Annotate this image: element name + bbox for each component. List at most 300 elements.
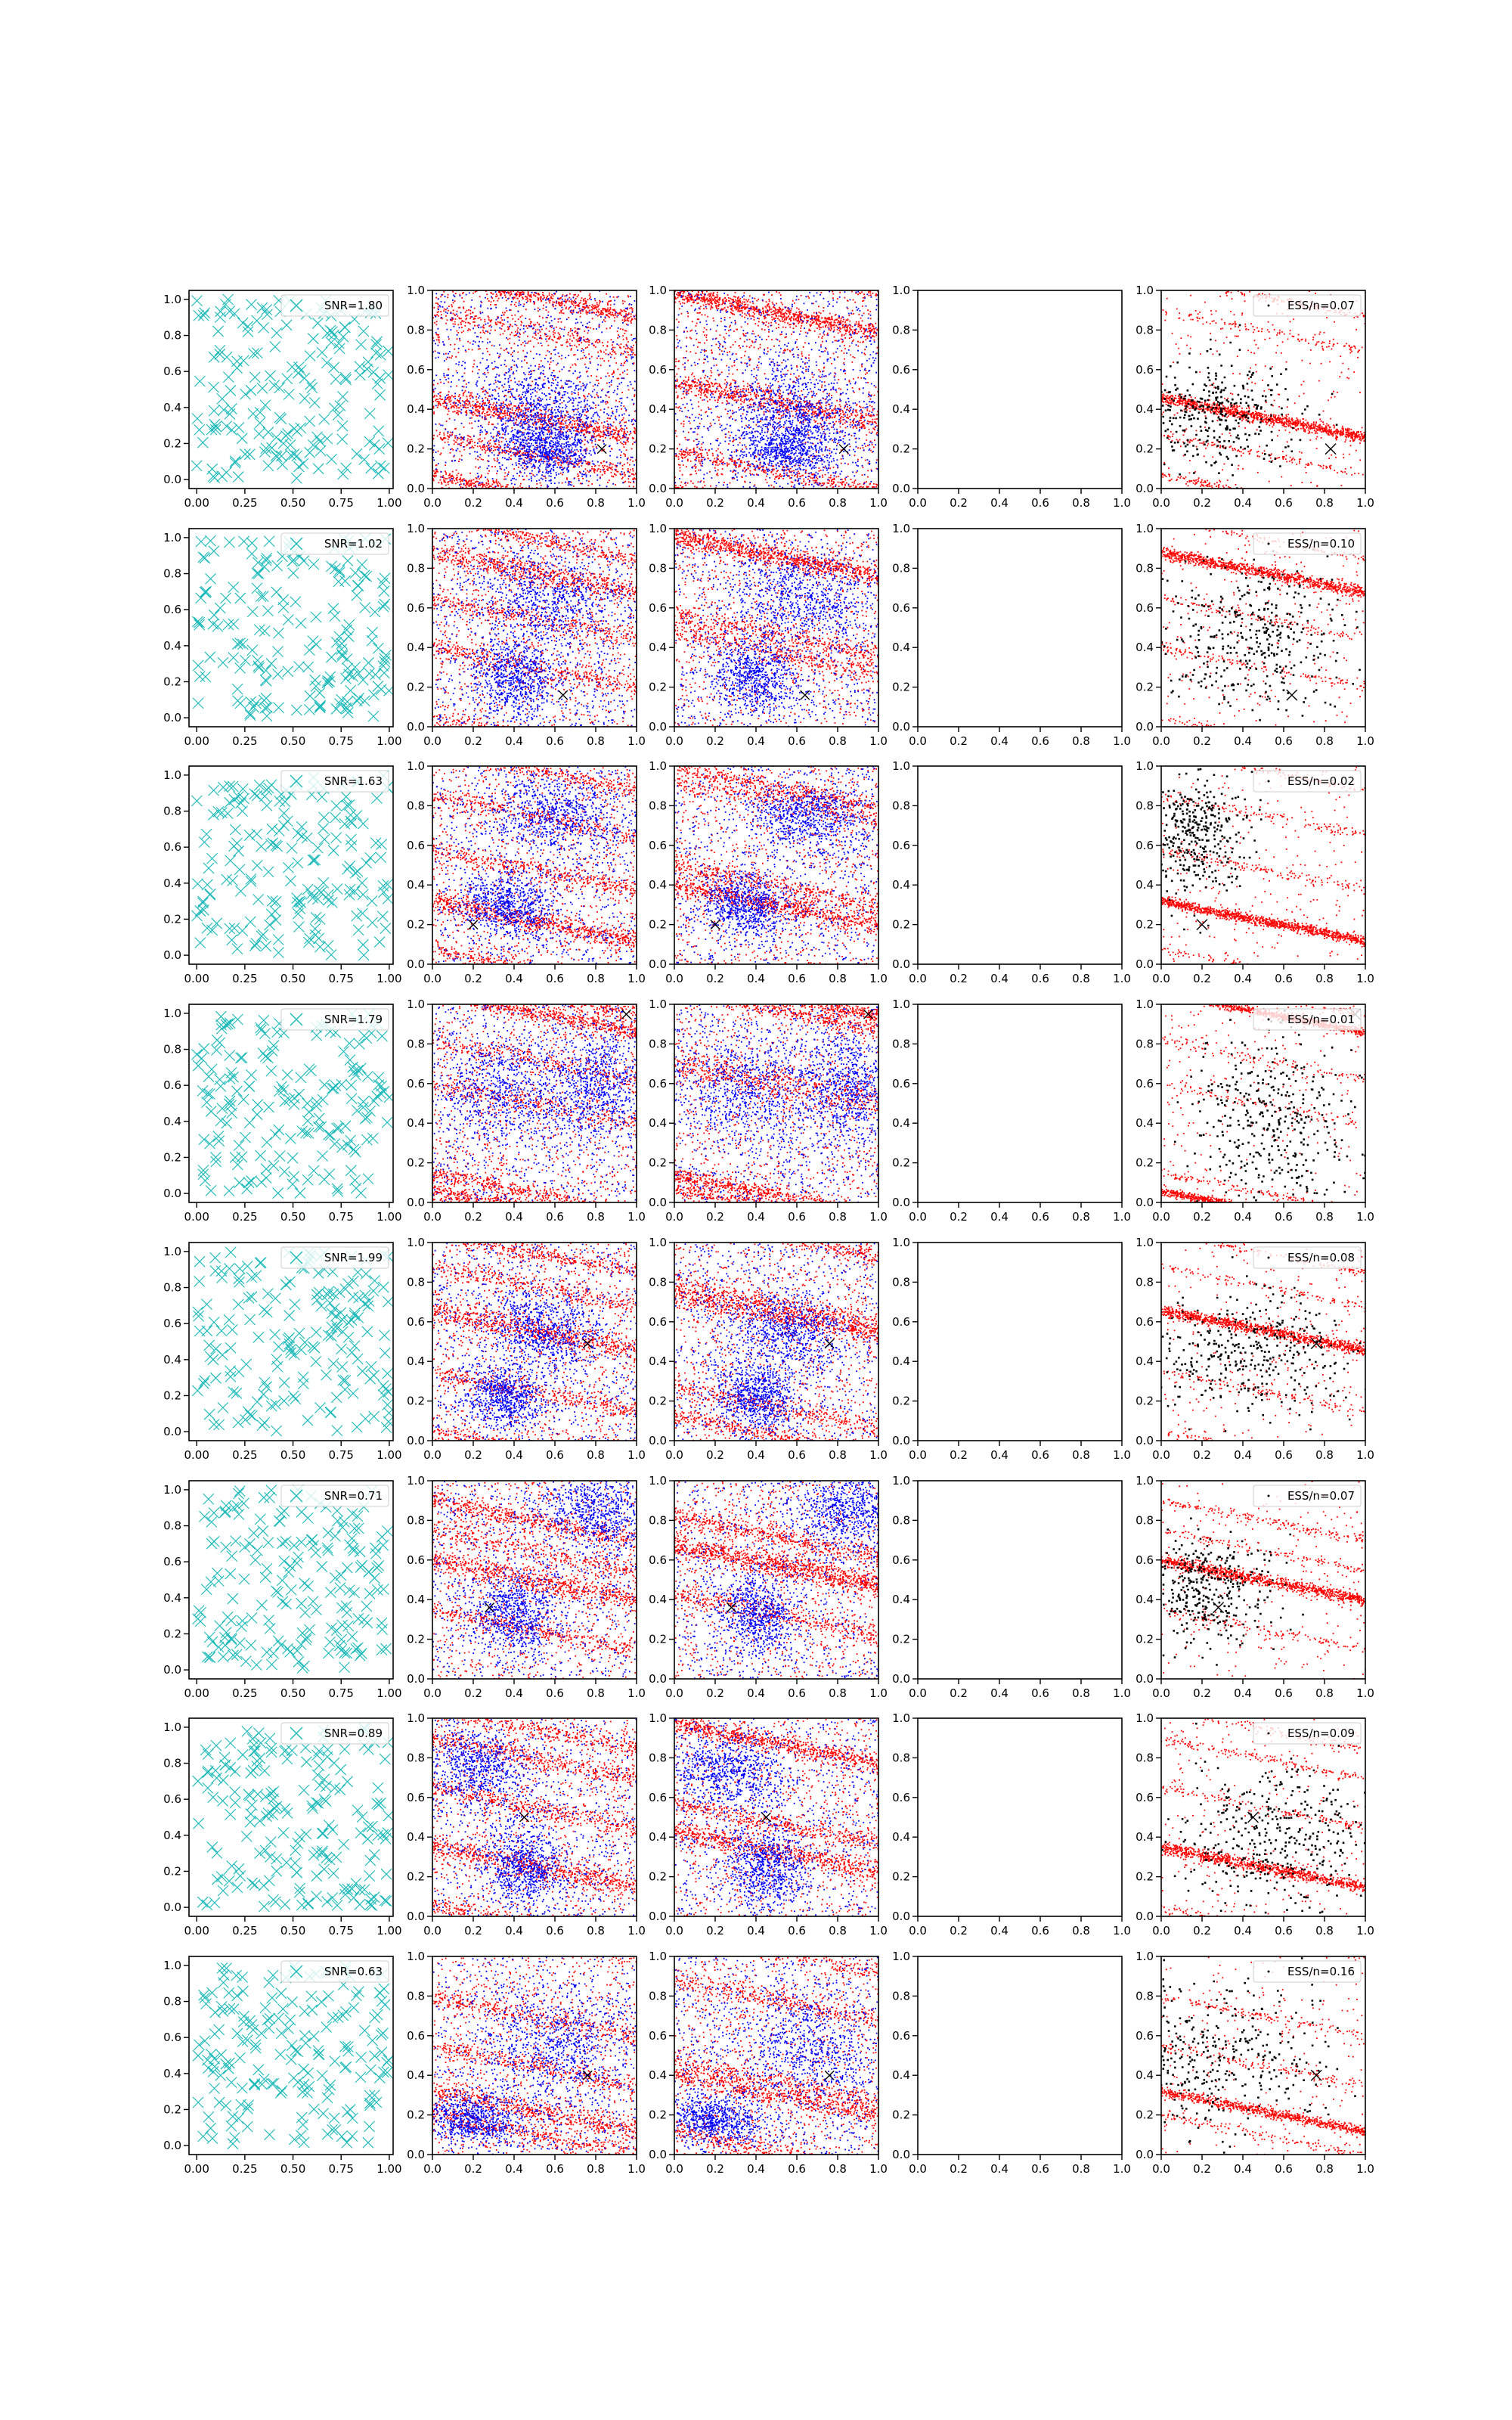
x-tick-label: 1.0	[1356, 1448, 1374, 1462]
data-point-x	[258, 591, 268, 602]
data-point-x	[334, 1287, 345, 1298]
y-tick-label: 0.4	[407, 1116, 425, 1131]
data-point-x	[232, 838, 243, 849]
y-tick-label: 0.0	[407, 482, 425, 495]
red-points	[1157, 1243, 1373, 1442]
data-point-x	[342, 864, 352, 874]
data-point-x	[379, 1086, 389, 1097]
x-tick-label: 0.6	[1031, 972, 1049, 985]
x-tick-label: 1.0	[1113, 1210, 1131, 1224]
blue-points	[628, 1956, 928, 2158]
plot-area	[429, 529, 667, 747]
data-point-x	[350, 568, 361, 579]
data-point-x	[236, 2099, 246, 2110]
data-point-x	[234, 864, 245, 875]
data-point-x	[194, 672, 205, 682]
true-parameter-marker	[801, 690, 810, 700]
data-point-x	[246, 548, 257, 559]
data-point-x	[340, 372, 351, 383]
data-point-x	[227, 425, 237, 436]
data-point-x	[203, 863, 214, 873]
data-point-x	[311, 1871, 322, 1882]
data-point-x	[194, 1256, 205, 1267]
data-point-x	[287, 843, 297, 854]
x-tick-label: 0.2	[950, 1448, 968, 1462]
y-tick-label: 0.0	[649, 720, 667, 734]
data-point-x	[208, 619, 218, 629]
red-points	[1157, 290, 1373, 490]
data-point-x	[367, 896, 377, 907]
data-point-x	[319, 414, 330, 424]
data-point-x	[252, 1397, 262, 1407]
data-point-x	[372, 2009, 383, 2020]
x-tick-label: 0.8	[829, 2162, 847, 2176]
y-tick-label: 1.0	[407, 1950, 425, 1963]
plot-area	[1076, 290, 1373, 502]
data-point-x	[276, 1081, 287, 1092]
y-tick-label: 0.8	[892, 1989, 910, 2003]
true-parameter-marker	[597, 445, 606, 454]
data-point-x	[278, 1084, 289, 1095]
data-point-x	[367, 2035, 378, 2046]
x-tick-label: 0.4	[1234, 1448, 1252, 1462]
y-tick-label: 0.0	[407, 1434, 425, 1447]
data-point-x	[230, 456, 240, 467]
subplot-r8-c5	[1043, 1923, 1374, 2176]
data-point-x	[245, 710, 256, 721]
data-point-x	[222, 874, 232, 885]
data-point-x	[218, 1652, 228, 1662]
data-point-x	[227, 935, 237, 945]
y-tick-label: 0.0	[163, 1663, 181, 1677]
data-point-x	[255, 417, 265, 428]
data-point-x	[235, 886, 246, 896]
data-point-x	[240, 449, 250, 460]
data-point-x	[192, 616, 203, 627]
red-points	[671, 1481, 886, 1680]
data-point-x	[310, 855, 321, 865]
legend	[281, 533, 389, 554]
data-point-x	[228, 619, 239, 629]
plot-area	[426, 759, 646, 966]
data-point-x	[249, 2080, 260, 2090]
data-point-x	[326, 652, 336, 662]
x-tick-label: 0.2	[706, 1210, 724, 1224]
y-tick-label: 0.8	[407, 1275, 425, 1289]
data-point-x	[207, 1987, 218, 1998]
y-tick-label: 0.2	[1136, 2108, 1154, 2122]
y-tick-label: 0.2	[407, 1869, 425, 1884]
true-parameter-marker	[469, 920, 478, 929]
data-point-x	[376, 1031, 387, 1041]
x-tick-label: 0.4	[990, 2162, 1009, 2176]
x-tick-label: 0.6	[1031, 496, 1049, 510]
data-point-x	[311, 1327, 321, 1338]
y-tick-label: 0.6	[892, 1076, 910, 1091]
x-tick-label: 0.6	[1275, 496, 1293, 510]
y-tick-label: 0.4	[1136, 1354, 1154, 1369]
data-point-x	[308, 1165, 319, 1176]
data-point-x	[209, 1317, 219, 1328]
y-tick-label: 0.0	[163, 473, 181, 487]
plot-area	[365, 1712, 644, 1924]
legend	[1253, 1009, 1361, 1030]
y-tick-label: 0.2	[892, 1869, 910, 1884]
data-point-x	[295, 1188, 305, 1199]
y-tick-label: 0.6	[1136, 2028, 1154, 2043]
x-tick-label: 0.50	[280, 1210, 306, 1224]
data-point-x	[243, 1789, 254, 1800]
data-point-x	[318, 2108, 329, 2119]
y-tick-label: 0.2	[892, 1156, 910, 1170]
data-point-x	[357, 878, 367, 889]
data-point-x	[253, 1789, 263, 1800]
data-point-x	[279, 1556, 290, 1566]
data-point-x	[287, 1153, 298, 1163]
x-tick-label: 0.8	[1315, 1924, 1334, 1938]
data-point-x	[303, 662, 314, 672]
data-point-x	[198, 552, 209, 563]
data-point-x	[359, 1615, 370, 1625]
data-point-x	[199, 1134, 209, 1145]
data-point-x	[203, 2111, 214, 2122]
data-point-x	[217, 471, 228, 482]
y-tick-label: 0.6	[1136, 1790, 1154, 1804]
data-point-x	[331, 1852, 342, 1863]
x-tick-label: 0.8	[587, 972, 605, 985]
data-point-x	[246, 876, 256, 886]
data-point-x	[337, 434, 348, 445]
x-tick-label: 0.0	[1152, 1686, 1170, 1700]
data-point-x	[268, 1970, 278, 1981]
y-tick-label: 0.0	[407, 2148, 425, 2161]
data-point-x	[361, 858, 372, 868]
data-point-x	[324, 1168, 335, 1179]
y-tick-label: 0.0	[1136, 1196, 1154, 1209]
data-point-x	[351, 1878, 361, 1888]
data-point-x	[235, 1870, 246, 1881]
data-point-x	[352, 1422, 362, 1432]
data-point-x	[344, 619, 355, 630]
data-point-x	[209, 2029, 220, 2040]
y-tick-label: 1.0	[163, 1006, 181, 1020]
data-point-x	[257, 383, 268, 393]
data-point-x	[223, 372, 234, 383]
data-point-x	[318, 1150, 328, 1161]
data-point-x	[378, 1584, 389, 1595]
data-point-x	[267, 1993, 277, 2003]
data-point-x	[345, 1135, 356, 1146]
data-point-x	[311, 432, 322, 442]
data-point-x	[284, 1333, 295, 1343]
y-tick-label: 1.0	[892, 1711, 910, 1725]
subplot-r5-c2	[407, 1236, 646, 1462]
data-point-x	[344, 1038, 355, 1049]
data-point-x	[205, 889, 215, 899]
data-point-x	[203, 1782, 213, 1793]
y-tick-label: 0.4	[892, 2068, 910, 2083]
y-tick-label: 0.4	[1136, 1830, 1154, 1844]
y-tick-label: 1.0	[649, 1236, 667, 1249]
y-tick-label: 0.4	[649, 1116, 667, 1131]
data-point-x	[330, 1573, 340, 1584]
y-tick-label: 0.8	[1136, 1275, 1154, 1289]
subplot-r4-c4	[892, 997, 1131, 1224]
data-point-x	[373, 1072, 384, 1083]
data-point-x	[272, 669, 283, 679]
data-point-x	[363, 2137, 373, 2148]
y-tick-label: 0.8	[892, 1513, 910, 1528]
data-point-x	[273, 628, 284, 638]
x-tick-label: 0.2	[706, 1686, 724, 1700]
data-point-x	[200, 1745, 211, 1755]
data-point-x	[259, 447, 270, 458]
x-tick-label: 0.4	[990, 1210, 1009, 1224]
data-point-x	[258, 929, 268, 940]
data-point-x	[248, 702, 259, 712]
data-point-x	[372, 378, 383, 389]
y-tick-label: 0.2	[1136, 1394, 1154, 1408]
data-point-x	[212, 918, 222, 929]
x-tick-label: 0.25	[232, 1686, 258, 1700]
data-point-x	[205, 652, 215, 662]
y-tick-label: 0.8	[1136, 323, 1154, 337]
y-tick-label: 0.6	[892, 600, 910, 615]
y-tick-label: 0.8	[649, 1751, 667, 1765]
x-tick-label: 0.2	[464, 734, 482, 748]
y-tick-label: 1.0	[649, 284, 667, 297]
blue-points	[432, 529, 667, 746]
data-point-x	[380, 1348, 390, 1358]
y-tick-label: 0.6	[407, 1314, 425, 1329]
data-point-x	[363, 1174, 373, 1184]
y-tick-label: 0.6	[649, 838, 667, 852]
data-point-x	[222, 808, 233, 819]
subplot-r7-c2	[365, 1711, 646, 1938]
y-tick-label: 0.4	[163, 1114, 181, 1128]
data-point-x	[218, 1795, 228, 1806]
data-point-x	[272, 1361, 283, 1372]
data-point-x	[324, 1129, 334, 1140]
x-tick-label: 0.0	[665, 1448, 683, 1462]
x-tick-label: 1.0	[627, 1448, 646, 1462]
data-point-x	[296, 423, 306, 433]
subplot-r1-c3	[649, 284, 892, 510]
y-tick-label: 0.6	[407, 2028, 425, 2043]
data-point-x	[191, 461, 202, 471]
y-tick-label: 1.0	[163, 768, 181, 782]
legend-label: ESS/n=0.09	[1287, 1727, 1355, 1740]
x-tick-label: 1.0	[1113, 2162, 1131, 2176]
data-point-x	[207, 2133, 218, 2144]
data-point-x	[337, 1620, 348, 1630]
data-point-x	[226, 2121, 237, 2131]
legend	[281, 771, 389, 792]
data-point-x	[380, 1754, 390, 1764]
data-point-x	[311, 1605, 321, 1615]
subplot-r5-c1	[163, 1243, 401, 1462]
data-point-x	[376, 1996, 387, 2006]
y-tick-label: 0.6	[163, 2031, 181, 2045]
y-tick-label: 0.0	[892, 1672, 910, 1686]
data-point-x	[193, 2050, 203, 2061]
y-tick-label: 1.0	[163, 530, 181, 544]
x-tick-label: 0.4	[505, 496, 523, 510]
data-point-x	[221, 1500, 231, 1511]
blue-points	[432, 1243, 637, 1454]
y-tick-label: 0.2	[649, 917, 667, 932]
y-tick-label: 0.6	[1136, 362, 1154, 377]
x-tick-label: 0.0	[1152, 734, 1170, 748]
subplot-r4-c2	[376, 997, 673, 1224]
data-point-x	[257, 1420, 268, 1431]
x-tick-label: 0.4	[1234, 496, 1252, 510]
data-point-x	[326, 337, 336, 348]
legend-label: SNR=1.99	[324, 1251, 383, 1264]
data-point-x	[236, 1621, 246, 1632]
data-point-x	[323, 895, 333, 905]
data-point-x	[287, 1996, 298, 2007]
data-point-x	[315, 445, 326, 456]
data-point-x	[265, 1851, 275, 1862]
data-point-x	[212, 1035, 222, 1045]
data-point-x	[252, 829, 262, 839]
data-point-x	[259, 562, 270, 572]
data-point-x	[271, 840, 281, 851]
y-tick-label: 0.4	[1136, 1116, 1154, 1131]
subplot-r3-c4	[892, 759, 1131, 985]
axes-frame	[918, 1481, 1122, 1679]
data-point-x	[356, 340, 367, 350]
x-tick-label: 0.2	[1193, 496, 1211, 510]
data-point-x	[296, 1900, 307, 1910]
data-point-x	[357, 1812, 367, 1823]
data-point-x	[213, 1576, 224, 1587]
data-point-x	[352, 1511, 363, 1522]
data-point-x	[203, 1767, 213, 1778]
data-point-x	[353, 1987, 364, 1997]
axes-frame	[918, 290, 1122, 489]
data-point-x	[340, 1121, 351, 1131]
data-point-x	[300, 1607, 311, 1618]
legend	[1253, 1247, 1361, 1268]
data-point-x	[352, 1805, 363, 1816]
axes-frame	[918, 1243, 1122, 1441]
data-point-x	[312, 318, 323, 328]
data-point-x	[349, 1587, 359, 1598]
y-tick-label: 0.8	[163, 1519, 181, 1533]
data-point-x	[263, 1537, 274, 1548]
data-point-x	[299, 2031, 310, 2041]
data-point-x	[252, 568, 262, 579]
x-tick-label: 0.8	[587, 1448, 605, 1462]
x-tick-label: 0.2	[950, 1924, 968, 1938]
data-point-x	[358, 675, 368, 685]
data-point-x	[327, 1893, 338, 1903]
data-point-x	[376, 684, 386, 694]
y-tick-label: 0.8	[407, 561, 425, 576]
legend-label: SNR=0.89	[324, 1727, 383, 1740]
x-tick-label: 0.6	[546, 1686, 564, 1700]
data-point-x	[311, 912, 321, 923]
data-point-x	[250, 1745, 261, 1756]
data-point-x	[278, 1827, 289, 1838]
data-point-x	[254, 429, 265, 439]
data-point-x	[311, 1891, 322, 1901]
data-point-x	[381, 1869, 392, 1879]
data-point-x	[203, 1494, 214, 1504]
x-tick-label: 1.0	[627, 1210, 646, 1224]
data-point-x	[318, 824, 328, 834]
data-point-x	[342, 1562, 352, 1573]
blue-points	[399, 1957, 676, 2157]
x-tick-label: 0.8	[587, 1924, 605, 1938]
data-point-x	[376, 1531, 387, 1542]
data-point-x	[207, 853, 218, 864]
x-tick-label: 0.2	[464, 1448, 482, 1462]
data-point-x	[298, 1372, 308, 1382]
data-point-x	[319, 1794, 330, 1804]
data-point-x	[378, 1829, 389, 1840]
plot-area	[191, 294, 394, 483]
data-point-x	[282, 1069, 293, 1080]
data-point-x	[273, 2013, 284, 2024]
data-point-x	[345, 1165, 356, 1176]
data-point-x	[308, 2031, 319, 2042]
data-point-x	[249, 1879, 260, 1890]
legend-label: ESS/n=0.07	[1287, 299, 1355, 312]
data-point-x	[214, 1419, 225, 1430]
data-point-x	[345, 1055, 355, 1066]
data-point-x	[246, 1272, 257, 1283]
data-point-x	[380, 1895, 390, 1906]
data-point-x	[262, 1563, 272, 1574]
data-point-x	[238, 1094, 249, 1105]
y-tick-label: 0.2	[649, 1394, 667, 1408]
data-point-x	[234, 422, 244, 433]
y-tick-label: 1.0	[1136, 284, 1154, 297]
subplot-r3-c5	[1130, 745, 1374, 985]
data-point-x	[265, 1733, 275, 1744]
data-point-x	[311, 1798, 322, 1808]
data-point-x	[326, 950, 336, 960]
data-point-x	[324, 2084, 334, 2095]
y-tick-label: 0.0	[649, 2148, 667, 2161]
y-tick-label: 0.6	[892, 1790, 910, 1804]
legend	[281, 1247, 389, 1268]
data-point-x	[331, 1392, 342, 1403]
x-tick-label: 0.2	[706, 1448, 724, 1462]
y-tick-label: 0.4	[163, 638, 181, 653]
legend	[1253, 1485, 1361, 1506]
data-point-x	[283, 666, 293, 677]
y-tick-label: 1.0	[163, 1720, 181, 1734]
x-tick-label: 0.2	[464, 2162, 482, 2176]
y-tick-label: 0.8	[163, 328, 181, 343]
data-point-x	[358, 818, 368, 829]
data-point-x	[231, 1388, 242, 1398]
x-tick-label: 1.0	[627, 496, 646, 510]
data-point-x	[228, 653, 239, 663]
data-point-x	[309, 397, 320, 408]
x-tick-label: 1.00	[376, 1924, 402, 1938]
x-tick-label: 0.8	[829, 1448, 847, 1462]
data-point-x	[311, 1295, 322, 1305]
data-point-x	[381, 1643, 392, 1654]
data-point-x	[251, 1660, 262, 1671]
x-tick-label: 1.0	[627, 2162, 646, 2176]
data-point-x	[261, 555, 271, 566]
